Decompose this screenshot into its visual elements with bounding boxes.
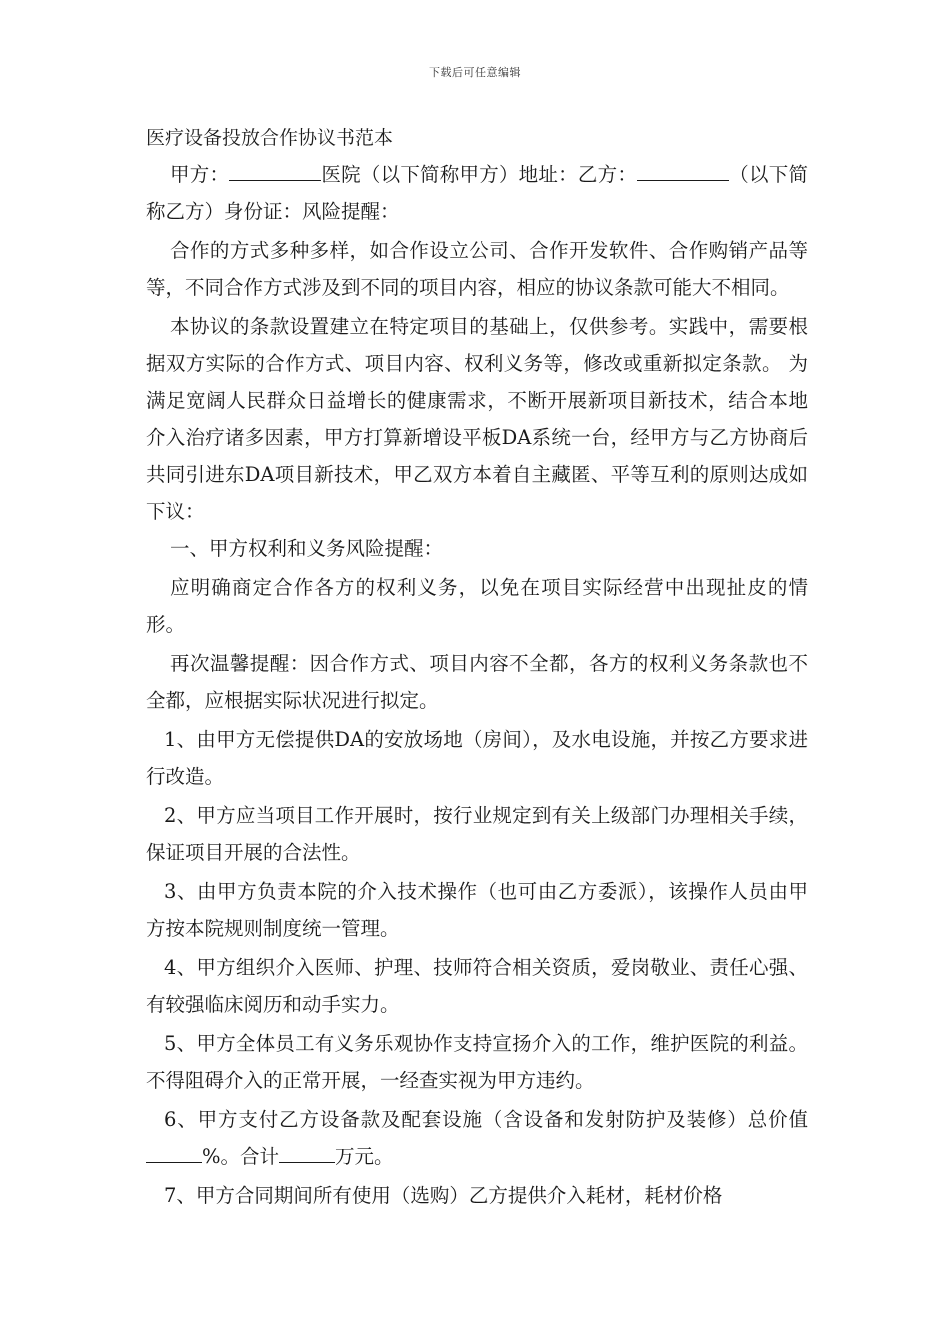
- clause-item-4: 4、甲方组织介入医师、护理、技师符合相关资质，爱岗敬业、责任心强、有较强临床阅历和动手实力。: [146, 956, 808, 1016]
- party-b-blank: [637, 158, 729, 181]
- document-title: 医疗设备投放合作协议书范本: [146, 127, 394, 149]
- section-1-heading: 一、甲方权利和义务风险提醒：: [170, 537, 444, 560]
- risk-paragraph-1: 合作的方式多种多样，如合作设立公司、合作开发软件、合作购销产品等等，不同合作方式涉及到不同的项目内容，相应的协议条款可能大不相同。: [146, 239, 808, 299]
- clause-item-1: 1、由甲方无偿提供DA的安放场地（房间），及水电设施，并按乙方要求进行改造。: [146, 728, 808, 788]
- parties-paragraph: [146, 156, 808, 230]
- clause-item-7: 7、甲方合同期间所有使用（选购）乙方提供介入耗材，耗材价格: [164, 1184, 723, 1207]
- clause-item-2: 2、甲方应当项目工作开展时，按行业规定到有关上级部门办理相关手续，保证项目开展的合法性。: [146, 804, 808, 864]
- clause-item-5: 5、甲方全体员工有义务乐观协作支持宣扬介入的工作，维护医院的利益。不得阻碍介入的正常开展，一经查实视为甲方违约。: [146, 1032, 808, 1092]
- party-a-prefix: 甲方：: [170, 163, 230, 186]
- item-6-text-3: 万元。: [335, 1145, 394, 1168]
- clause-item-3: 3、由甲方负责本院的介入技术操作（也可由乙方委派），该操作人员由甲方按本院规则制度统一管理。: [146, 880, 808, 940]
- party-a-blank: [229, 158, 321, 181]
- amount-blank: [279, 1140, 335, 1163]
- document-body: [146, 120, 808, 1214]
- clause-item-6: [146, 1101, 808, 1175]
- percentage-blank: [146, 1140, 202, 1163]
- section-1-note-1: 应明确商定合作各方的权利义务，以免在项目实际经营中出现扯皮的情形。: [146, 576, 808, 636]
- section-1-note-2: 再次温馨提醒：因合作方式、项目内容不全都，各方的权利义务条款也不全都，应根据实际状况进行拟定。: [146, 652, 808, 712]
- risk-paragraph-2: 本协议的条款设置建立在特定项目的基础上，仅供参考。实践中，需要根据双方实际的合作方式、项目内容、权利义务等，修改或重新拟定条款。 为满足宽阔人民群众日益增长的健康需求，不断开展新项目新技术，结合本地介入治疗诸多因素，甲方打算新增设平板DA系统一台，经甲方与乙方协商后共同引进东DA项目新技术，甲乙双方本着自主藏匿、平等互利的原则达成如下议：: [146, 315, 808, 523]
- header-note: 下载后可任意编辑: [429, 66, 521, 79]
- party-b-suffix: （以下简称乙方）身份证：风险提醒：: [146, 163, 808, 223]
- item-6-text-2: %。合计: [202, 1145, 280, 1168]
- party-a-suffix: 医院（以下简称甲方）地址：乙方：: [321, 163, 638, 186]
- item-6-text-1: 6、甲方支付乙方设备款及配套设施（含设备和发射防护及装修）总价值: [164, 1108, 808, 1131]
